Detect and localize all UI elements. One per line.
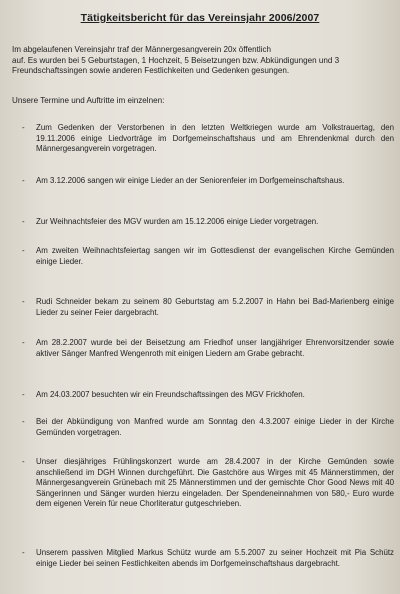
bullet-dash: - [22,176,25,185]
list-item [22,246,394,267]
intro-line: auf. Es wurden bei 5 Geburtstagen, 1 Hochzeit, 5 Beisetzungen bzw. Abkündigungen und 3 [12,55,340,65]
bullet-dash: - [22,390,25,399]
list-item [22,457,394,510]
bullet-dash: - [22,217,25,226]
bullet-dash: - [22,417,25,426]
list-item-text: Unserem passiven Mitglied Markus Schütz wurde am 5.5.2007 zu seiner Hochzeit mit Pia Schütz einige Lieder bei seinen Festlichkeiten abends im Dorfgemeinschaftshaus dargebracht. [36,548,394,568]
list-item [22,176,394,187]
list-item-text: Am zweiten Weihnachtsfeiertag sangen wir im Gottesdienst der evangelischen Kirche Gemünden einige Lieder. [36,246,394,266]
section-heading: Unsere Termine und Auftritte im einzelnen: [12,96,165,105]
intro-paragraph [12,45,396,77]
list-item-text: Am 24.03.2007 besuchten wir ein Freundschaftssingen des MGV Frickhofen. [36,390,305,399]
list-item [22,123,394,155]
list-item [22,548,394,569]
list-item-text: Am 28.2.2007 wurde bei der Beisetzung am Friedhof unser langjähriger Ehrenvorsitzender sowie aktiver Sänger Manfred Wengenroth mit einigen Liedern am Grabe gebracht. [36,338,394,358]
bullet-dash: - [22,123,25,132]
intro-line: Freundschaftssingen sowie anderen Festlichkeiten und Gedenken gesungen. [12,66,290,75]
bullet-dash: - [22,548,25,557]
list-item [22,338,394,359]
list-item [22,217,394,228]
list-item [22,297,394,318]
list-item-text: Zum Gedenken der Verstorbenen in den letzten Weltkriegen wurde am Volkstrauertag, den 19.11.2006 einige Liedvorträge im Dorfgemeinschaftshaus und am Ehrendenkmal durch den Männergesangverein vorgetragen. [36,123,394,153]
list-item-text: Am 3.12.2006 sangen wir einige Lieder an der Seniorenfeier im Dorfgemeinschaftshaus. [36,176,345,185]
list-item-text: Unser diesjähriges Frühlingskonzert wurde am 28.4.2007 in der Kirche Gemünden sowie anschließend im DGH Winnen durchgeführt. Die Gastchöre aus Wirges mit 45 Männerstimmen, der Männergesangverein Grünebach mit 25 Männerstimmen und der gemischte Chor Good News mit 40 Sängerinnen und Sänger wurden hierzu eingeladen. Der Spendeneinnahmen von 580,- Euro wurde dem eigenen Verein für neue Chorliteratur gutgeschrieben. [36,457,394,508]
bullet-dash: - [22,297,25,306]
list-item-text: Rudi Schneider bekam zu seinem 80 Geburtstag am 5.2.2007 in Hahn bei Bad-Marienberg einige Lieder zu seiner Feier dargebracht. [36,297,394,317]
bullet-dash: - [22,457,25,466]
page-title: Tätigkeitsbericht für das Vereinsjahr 2006/2007 [80,12,320,24]
list-item-text: Bei der Abkündigung von Manfred wurde am Sonntag den 4.3.2007 einige Lieder in der Kirche Gemünden vorgetragen. [36,417,394,437]
bullet-dash: - [22,338,25,347]
list-item [22,417,394,438]
list-item [22,390,394,401]
intro-line: Im abgelaufenen Vereinsjahr traf der Männergesangverein 20x öffentlich [12,45,272,54]
list-item-text: Zur Weihnachtsfeier des MGV wurden am 15.12.2006 einige Lieder vorgetragen. [36,217,319,226]
bullet-dash: - [22,246,25,255]
